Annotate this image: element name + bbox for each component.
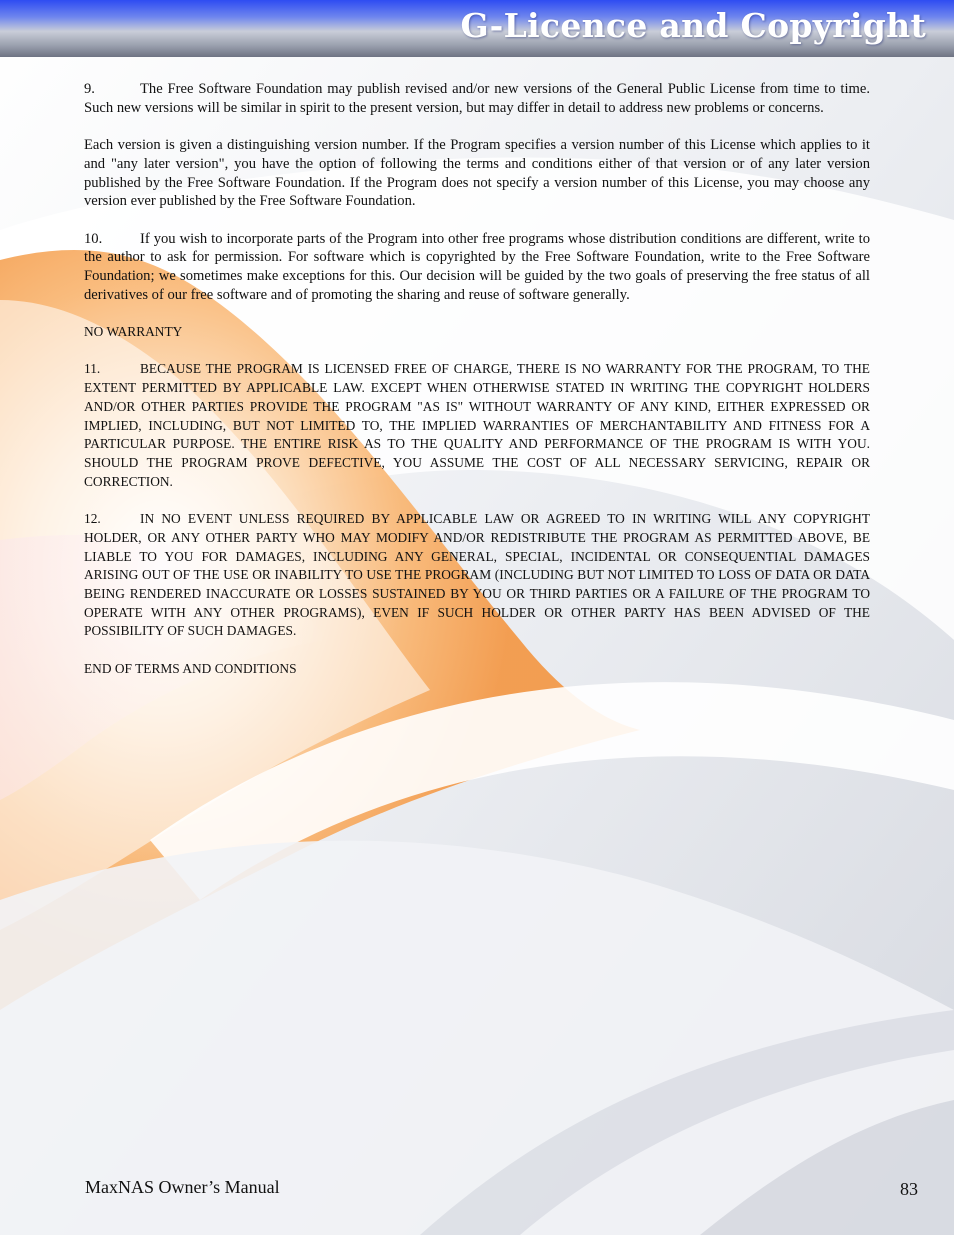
section-text: IN NO EVENT UNLESS REQUIRED BY APPLICABLE LAW OR AGREED TO IN WRITING WILL ANY COPYRIGHT HOLDER, OR ANY OTHER PARTY WHO MAY MODIFY AND/OR REDISTRIBUTE THE PROGRAM AS PERMITTED ABOVE, BE LIABLE TO YOU FOR DAMAGES, INCLUDING ANY GENERAL, SPECIAL, INCIDENTAL OR CONSEQUENTIAL DAMAGES ARISING OUT OF THE USE OR INABILITY TO USE THE PROGRAM (INCLUDING BUT NOT LIMITED TO LOSS OF DATA OR DATA BEING RENDERED INACCURATE OR LOSSES SUSTAINED BY YOU OR THIRD PARTIES OR A FAILURE OF THE PROGRAM TO OPERATE WITH ANY OTHER PROGRAMS), EVEN IF SUCH HOLDER OR OTHER PARTY HAS BEEN ADVISED OF THE POSSIBILITY OF SUCH DAMAGES.: [84, 511, 870, 639]
section-9: [84, 80, 870, 117]
page-header: [0, 0, 954, 57]
license-body: [84, 80, 870, 697]
section-number: 10.: [84, 230, 103, 247]
section-text: BECAUSE THE PROGRAM IS LICENSED FREE OF CHARGE, THERE IS NO WARRANTY FOR THE PROGRAM, TO THE EXTENT PERMITTED BY APPLICABLE LAW. EXCEPT WHEN OTHERWISE STATED IN WRITING THE COPYRIGHT HOLDERS AND/OR OTHER PARTIES PROVIDE THE PROGRAM "AS IS" WITHOUT WARRANTY OF ANY KIND, EITHER EXPRESSED OR IMPLIED, INCLUDING, BUT NOT LIMITED TO, THE IMPLIED WARRANTIES OF MERCHANTABILITY AND FITNESS FOR A PARTICULAR PURPOSE. THE ENTIRE RISK AS TO THE QUALITY AND PERFORMANCE OF THE PROGRAM IS WITH YOU. SHOULD THE PROGRAM PROVE DEFECTIVE, YOU ASSUME THE COST OF ALL NECESSARY SERVICING, REPAIR OR CORRECTION.: [84, 361, 870, 489]
section-12: [84, 510, 870, 641]
section-text: The Free Software Foundation may publish revised and/or new versions of the General Public License from time to time. Such new versions will be similar in spirit to the present version, but may differ in detail to address new problems or concerns.: [84, 81, 870, 116]
section-number: 11.: [84, 361, 101, 377]
section-text: If you wish to incorporate parts of the Program into other free programs whose distribution conditions are different, write to the author to ask for permission. For software which is copyrighted by the Free Software Foundation, write to the Free Software Foundation; we sometimes make exceptions for this. Our decision will be guided by the two goals of preserving the free status of all derivatives of our free software and of promoting the sharing and reuse of software generally.: [84, 230, 870, 303]
end-of-terms: [84, 660, 870, 679]
section-9-versions: [84, 136, 870, 211]
no-warranty-heading: [84, 323, 870, 342]
section-number: 9.: [84, 81, 95, 97]
end-text: END OF TERMS AND CONDITIONS: [84, 660, 297, 676]
section-11: [84, 360, 870, 491]
page-title: G-Licence and Copyright: [460, 6, 926, 45]
heading-text: NO WARRANTY: [84, 324, 183, 340]
manual-name: MaxNAS Owner’s Manual: [85, 1177, 280, 1197]
section-text: Each version is given a distinguishing version number. If the Program specifies a version number of this License which applies to it and "any later version", you have the option of following the terms and conditions either of that version or of any later version published by the Free Software Foundation. If the Program does not specify a version number of this License, you may choose any version ever published by the Free Software Foundation.: [84, 137, 870, 210]
page-number: 83: [900, 1179, 918, 1199]
section-10: [84, 230, 870, 305]
section-number: 12.: [84, 511, 101, 527]
